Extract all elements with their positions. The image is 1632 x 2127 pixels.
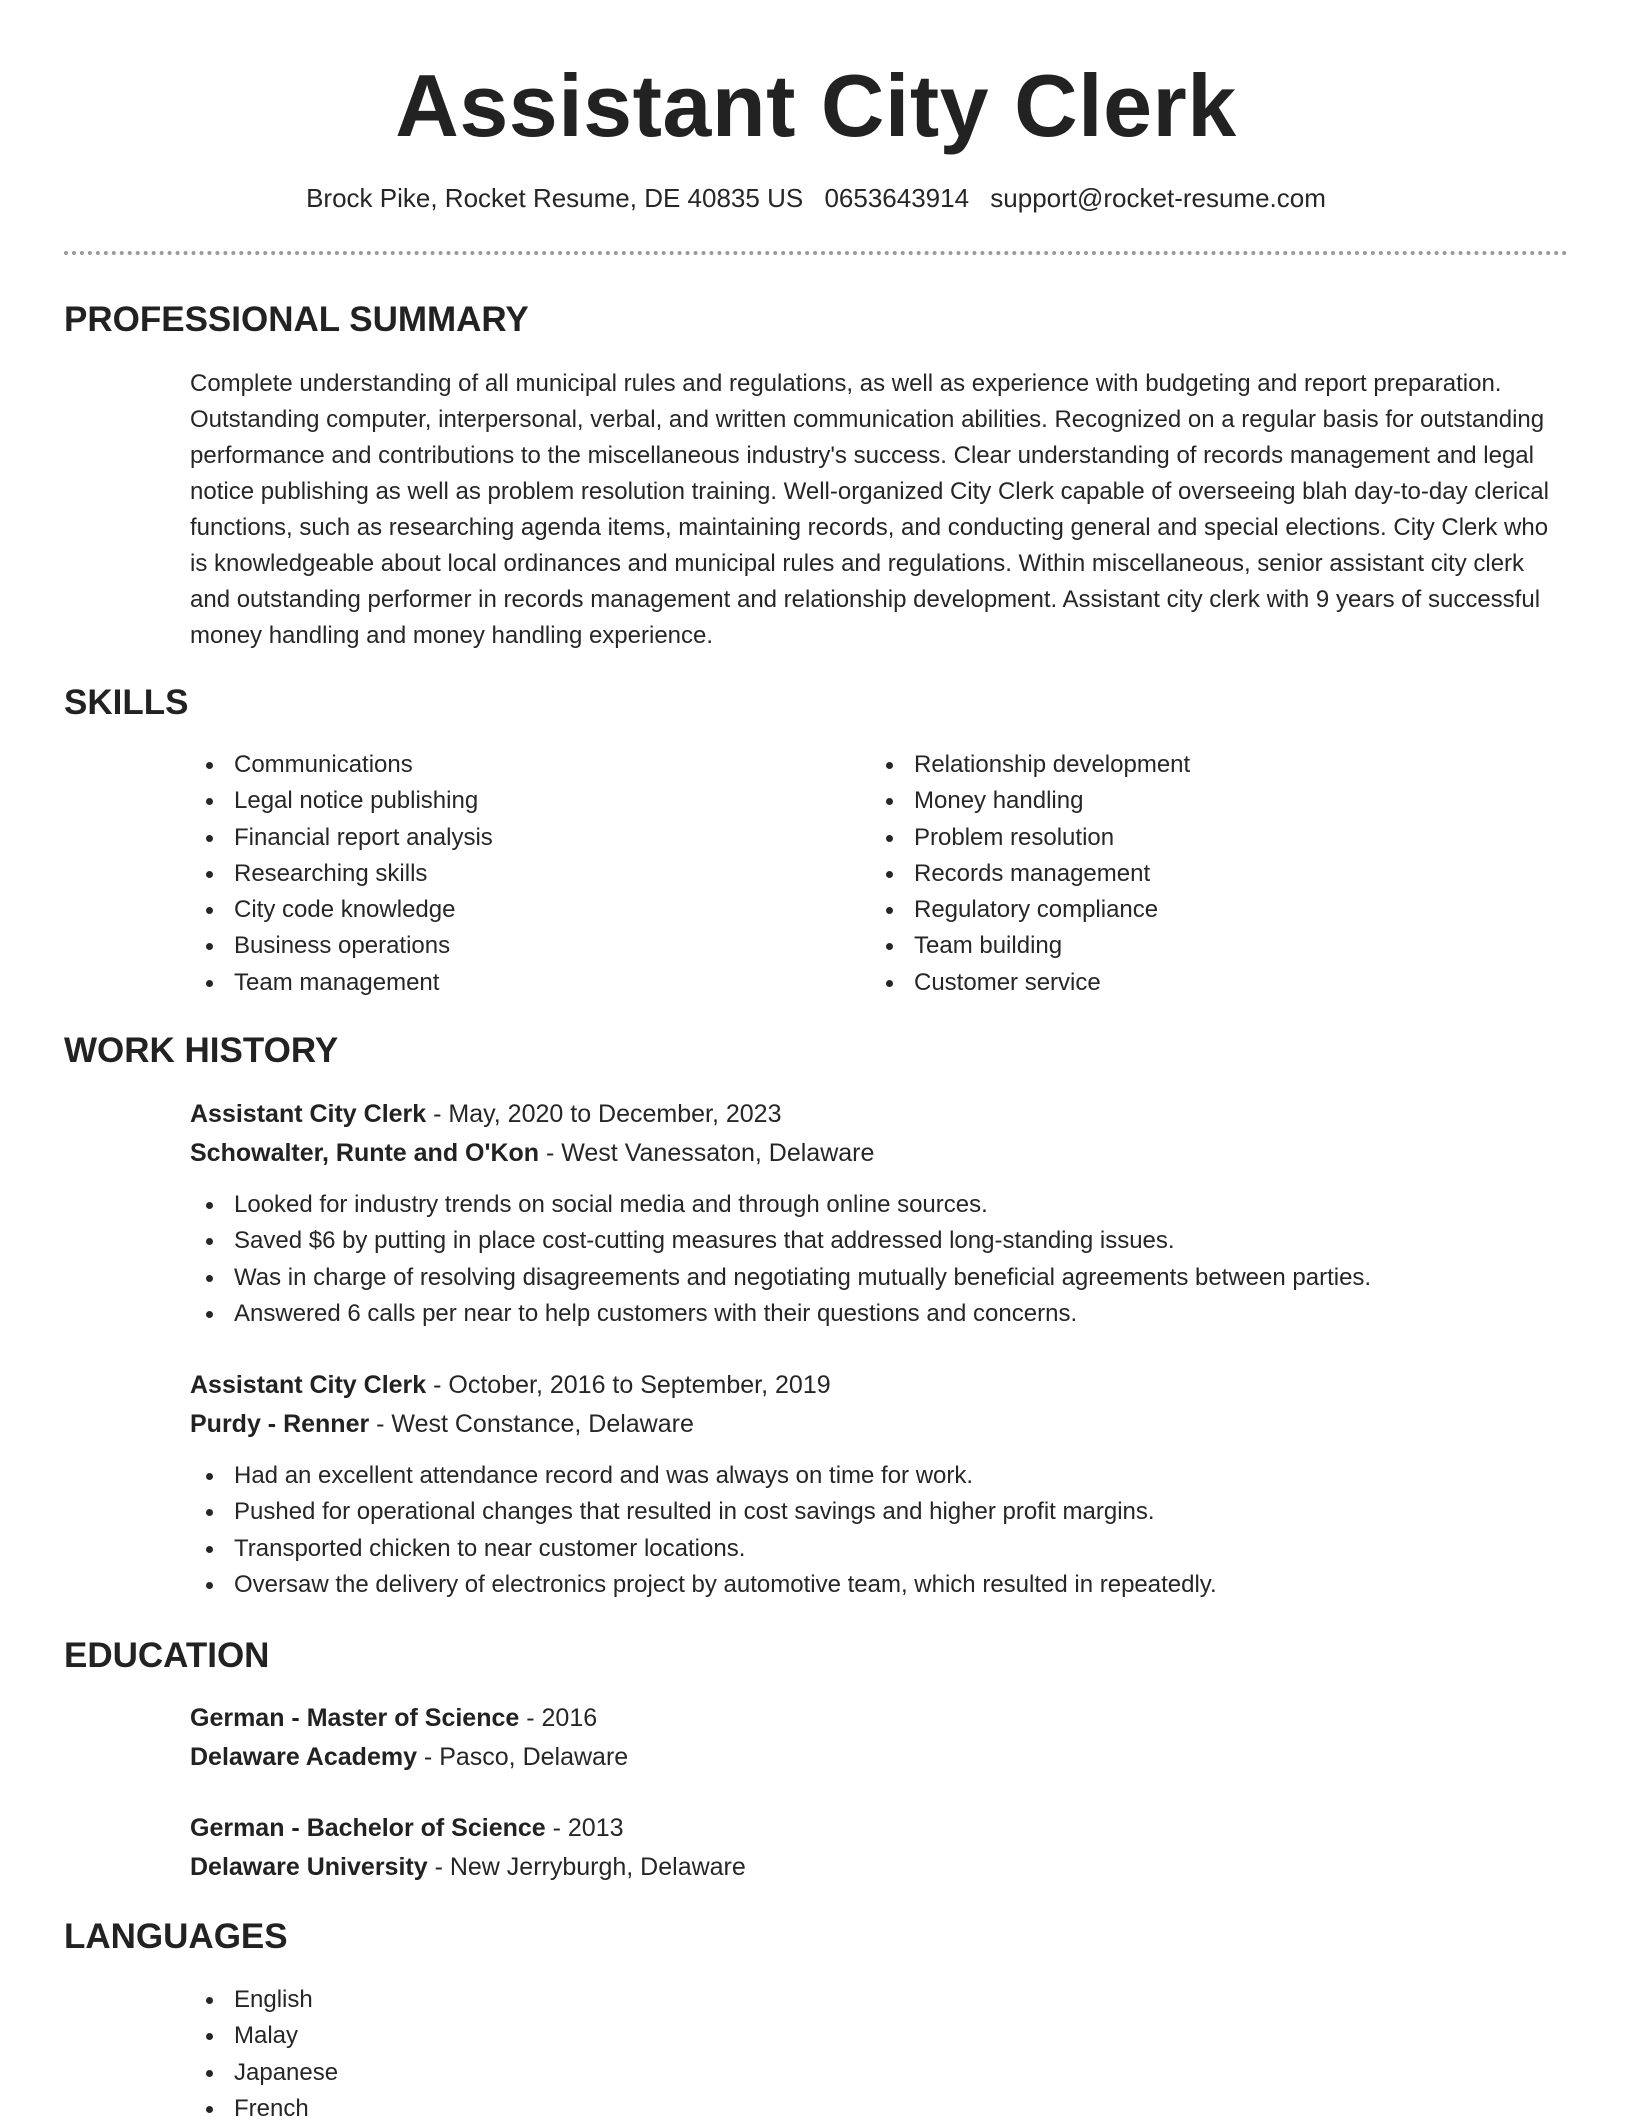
job-company-line	[190, 1134, 1570, 1173]
skill-item: Problem resolution	[870, 820, 1530, 856]
job-role: Assistant City Clerk	[190, 1100, 427, 1128]
skill-item: Customer service	[870, 965, 1530, 1001]
contact-line	[64, 178, 1568, 218]
resume-page	[64, 0, 1568, 2122]
language-item: Japanese	[190, 2055, 850, 2091]
header-divider	[64, 251, 1568, 255]
job-title-line	[190, 1366, 1570, 1405]
skill-item: Team management	[190, 965, 850, 1001]
job-location: - West Constance, Delaware	[369, 1410, 694, 1438]
skills-list-left	[190, 747, 850, 1001]
duty-item: Was in charge of resolving disagreements and negotiating mutually beneficial agreements between parties.	[190, 1260, 1570, 1296]
degree: German - Master of Science	[190, 1704, 520, 1732]
languages-heading: LANGUAGES	[64, 1917, 288, 1956]
education-heading: EDUCATION	[64, 1636, 270, 1675]
job-duties	[190, 1458, 1570, 1603]
school: Delaware Academy	[190, 1743, 417, 1771]
skill-item: Legal notice publishing	[190, 783, 850, 819]
school: Delaware University	[190, 1853, 428, 1881]
language-item: Malay	[190, 2018, 850, 2054]
school-line	[190, 1848, 1570, 1887]
skills-heading: SKILLS	[64, 683, 189, 722]
contact-address: Brock Pike, Rocket Resume, DE 40835 US	[306, 183, 804, 213]
duty-item: Saved $6 by putting in place cost-cutting measures that addressed long-standing issues.	[190, 1223, 1570, 1259]
work-history-heading: WORK HISTORY	[64, 1031, 339, 1070]
duty-item: Answered 6 calls per near to help customers with their questions and concerns.	[190, 1296, 1570, 1332]
education-entry	[190, 1809, 1570, 1887]
degree-year: - 2013	[545, 1814, 624, 1842]
summary-heading: PROFESSIONAL SUMMARY	[64, 300, 529, 339]
duty-item: Transported chicken to near customer locations.	[190, 1531, 1570, 1567]
job-entry	[190, 1095, 1570, 1332]
duty-item: Oversaw the delivery of electronics project by automotive team, which resulted in repeatedly.	[190, 1567, 1570, 1603]
education-entry	[190, 1699, 1570, 1777]
language-item: English	[190, 1982, 850, 2018]
skill-item: Regulatory compliance	[870, 892, 1530, 928]
job-dates: - October, 2016 to September, 2019	[426, 1371, 831, 1399]
job-entry	[190, 1366, 1570, 1603]
skill-item: Financial report analysis	[190, 820, 850, 856]
job-company: Purdy - Renner	[190, 1410, 370, 1438]
job-company: Schowalter, Runte and O'Kon	[190, 1139, 540, 1167]
degree-year: - 2016	[519, 1704, 598, 1732]
skill-item: Team building	[870, 928, 1530, 964]
skill-item: Money handling	[870, 783, 1530, 819]
job-title-line	[190, 1095, 1570, 1134]
skill-item: Business operations	[190, 928, 850, 964]
resume-title: Assistant City Clerk	[395, 56, 1237, 155]
skill-item: City code knowledge	[190, 892, 850, 928]
school-location: - Pasco, Delaware	[416, 1743, 629, 1771]
skill-item: Researching skills	[190, 856, 850, 892]
contact-email: support@rocket-resume.com	[990, 183, 1326, 213]
skill-item: Records management	[870, 856, 1530, 892]
job-role: Assistant City Clerk	[190, 1371, 427, 1399]
skill-item: Communications	[190, 747, 850, 783]
job-location: - West Vanessaton, Delaware	[539, 1139, 875, 1167]
skill-item: Relationship development	[870, 747, 1530, 783]
job-duties	[190, 1187, 1570, 1332]
languages-list	[190, 1982, 850, 2127]
contact-phone: 0653643914	[824, 183, 970, 213]
degree-line	[190, 1809, 1570, 1848]
duty-item: Had an excellent attendance record and was always on time for work.	[190, 1458, 1570, 1494]
school-location: - New Jerryburgh, Delaware	[427, 1853, 746, 1881]
duty-item: Looked for industry trends on social media and through online sources.	[190, 1187, 1570, 1223]
language-item: French	[190, 2091, 850, 2127]
degree-line	[190, 1699, 1570, 1738]
school-line	[190, 1738, 1570, 1777]
job-company-line	[190, 1405, 1570, 1444]
duty-item: Pushed for operational changes that resulted in cost savings and higher profit margins.	[190, 1494, 1570, 1530]
summary-text: Complete understanding of all municipal rules and regulations, as well as experience with budgeting and report preparation. Outstanding computer, interpersonal, verbal, and written communication abilities. Recognized on a regular basis for outstanding performance and contributions to the miscellaneous industry's success. Clear understanding of records management and legal notice publishing as well as problem resolution training. Well-organized City Clerk capable of overseeing blah day-to-day clerical functions, such as researching agenda items, maintaining records, and conducting general and special elections. City Clerk who is knowledgeable about local ordinances and municipal rules and regulations. Within miscellaneous, senior assistant city clerk and outstanding performer in records management and relationship development. Assistant city clerk with 9 years of successful money handling and money handling experience.	[190, 370, 1549, 649]
skills-list-right	[870, 747, 1530, 1001]
job-dates: - May, 2020 to December, 2023	[426, 1100, 782, 1128]
degree: German - Bachelor of Science	[190, 1814, 546, 1842]
